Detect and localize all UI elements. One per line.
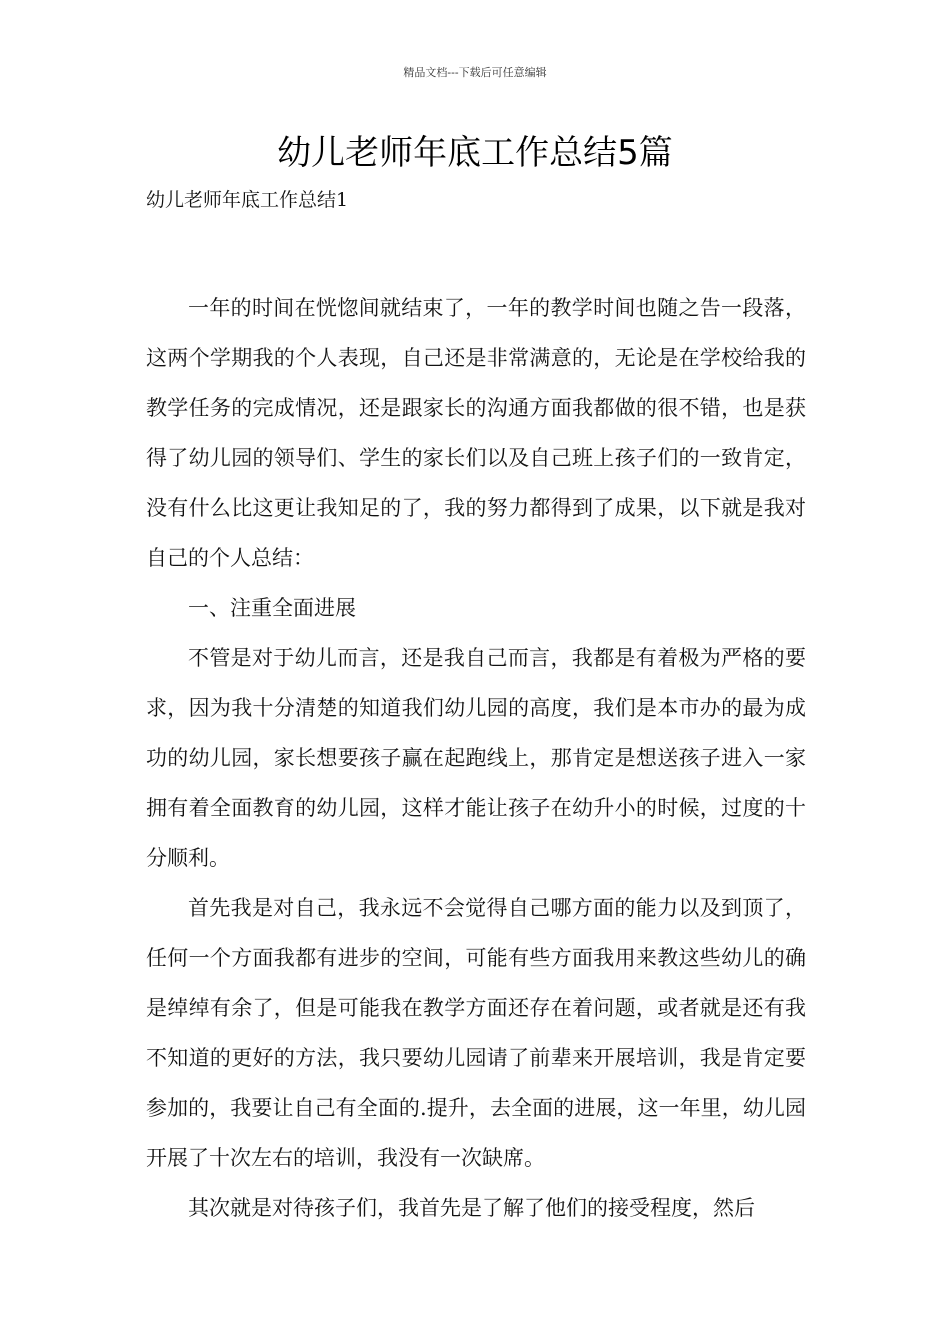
section-subtitle: 幼儿老师年底工作总结1 bbox=[146, 189, 349, 211]
page-header-note: 精品文档---下载后可任意编辑 bbox=[403, 66, 547, 79]
paragraph-requirements: 不管是对于幼儿而言，还是我自己而言，我都是有着极为严格的要求，因为我十分清楚的知道我们幼儿园的高度，我们是本市办的最为成功的幼儿园，家长想要孩子赢在起跑线上，那肯定是想送孩子进入一家拥有着全面教育的幼儿园，这样才能让孩子在幼升小的时候，过度的十分顺利。 bbox=[146, 646, 806, 870]
document-body bbox=[146, 283, 806, 1233]
paragraph-intro: 一年的时间在恍惚间就结束了，一年的教学时间也随之告一段落，这两个学期我的个人表现，自己还是非常满意的，无论是在学校给我的教学任务的完成情况，还是跟家长的沟通方面我都做的很不错，也是获得了幼儿园的领导们、学生的家长们以及自己班上孩子们的一致肯定，没有什么比这更让我知足的了，我的努力都得到了成果，以下就是我对自己的个人总结： bbox=[146, 296, 806, 570]
section-heading-1: 一、注重全面进展 bbox=[188, 596, 356, 620]
document-title: 幼儿老师年底工作总结5篇 bbox=[277, 133, 673, 173]
paragraph-self-improvement: 首先我是对自己，我永远不会觉得自己哪方面的能力以及到顶了，任何一个方面我都有进步的空间，可能有些方面我用来教这些幼儿的确是绰绰有余了，但是可能我在教学方面还存在着问题，或者就是还有我不知道的更好的方法，我只要幼儿园请了前辈来开展培训，我是肯定要参加的，我要让自己有全面的.提升，去全面的进展，这一年里，幼儿园开展了十次左右的培训，我没有一次缺席。 bbox=[146, 896, 806, 1170]
paragraph-children: 其次就是对待孩子们，我首先是了解了他们的接受程度，然后 bbox=[188, 1196, 755, 1220]
